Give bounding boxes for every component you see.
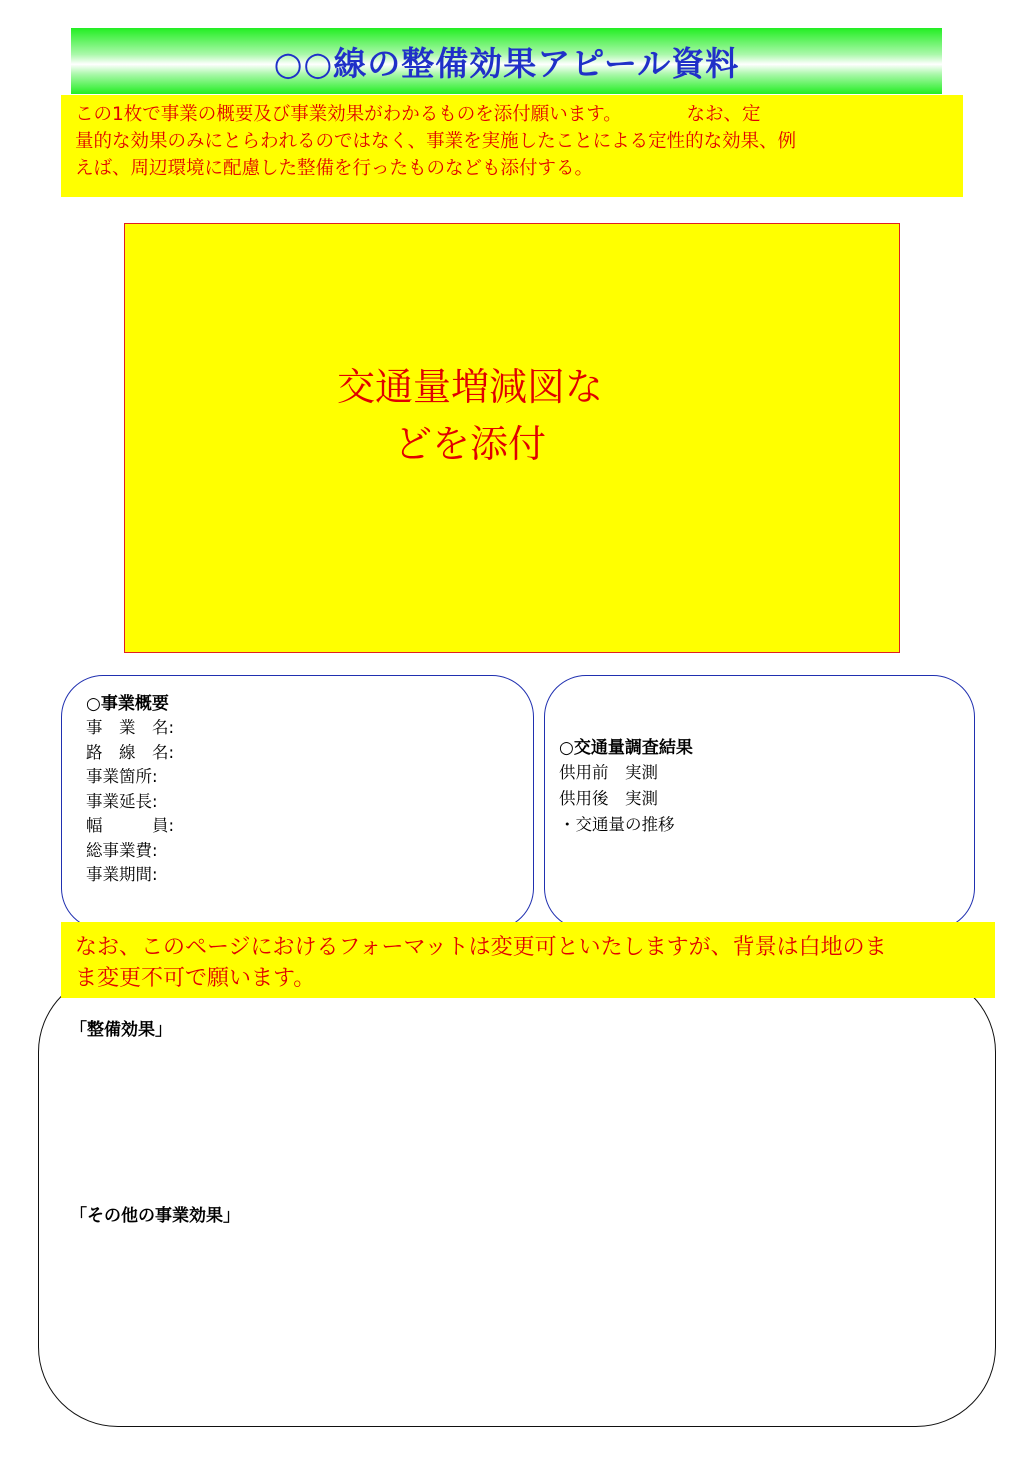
maintenance-effect-heading: 「整備効果」 [70, 1020, 172, 1040]
instruction-line: 量的な効果のみにとらわれるのではなく、事業を実施したことによる定性的な効果、例 [75, 131, 797, 152]
instruction-line: この1枚で事業の概要及び事業効果がわかるものを添付願います。 なお、定 [75, 104, 761, 125]
field-route-name: 路 線 名: [86, 742, 175, 762]
format-note-line: なお、このページにおけるフォーマットは変更可といたしますが、背景は白地のま [75, 935, 887, 960]
format-note [61, 922, 995, 998]
attachment-placeholder [124, 223, 900, 653]
field-location: 事業箇所: [86, 767, 158, 786]
instruction-line: えば、周辺環境に配慮した整備を行ったものなども添付する。 [75, 158, 594, 179]
traffic-after: 供用後 実測 [559, 789, 658, 808]
attachment-line: どを添付 [393, 422, 546, 466]
instruction-note [61, 95, 963, 197]
traffic-trend: ・交通量の推移 [559, 815, 675, 834]
effects-panel [38, 972, 996, 1427]
project-summary-heading: ○事業概要 [86, 694, 169, 714]
field-project-name: 事 業 名: [86, 718, 175, 737]
field-width: 幅 員: [86, 816, 175, 835]
other-effect-heading: 「その他の事業効果」 [70, 1206, 240, 1226]
attachment-placeholder-text [125, 359, 815, 473]
format-note-line: ま変更不可で願います。 [75, 966, 316, 991]
page-title: ○○線の整備効果アピール資料 [273, 43, 740, 83]
attachment-line: 交通量増減図な [336, 365, 603, 409]
project-summary-panel [61, 675, 534, 930]
traffic-survey-panel [544, 675, 975, 930]
field-period: 事業期間: [86, 865, 158, 884]
field-length: 事業延長: [86, 791, 158, 811]
title-banner [71, 28, 942, 94]
traffic-before: 供用前 実測 [559, 763, 658, 782]
traffic-survey-heading: ○交通量調査結果 [559, 738, 693, 758]
field-total-cost: 総事業費: [86, 840, 158, 860]
